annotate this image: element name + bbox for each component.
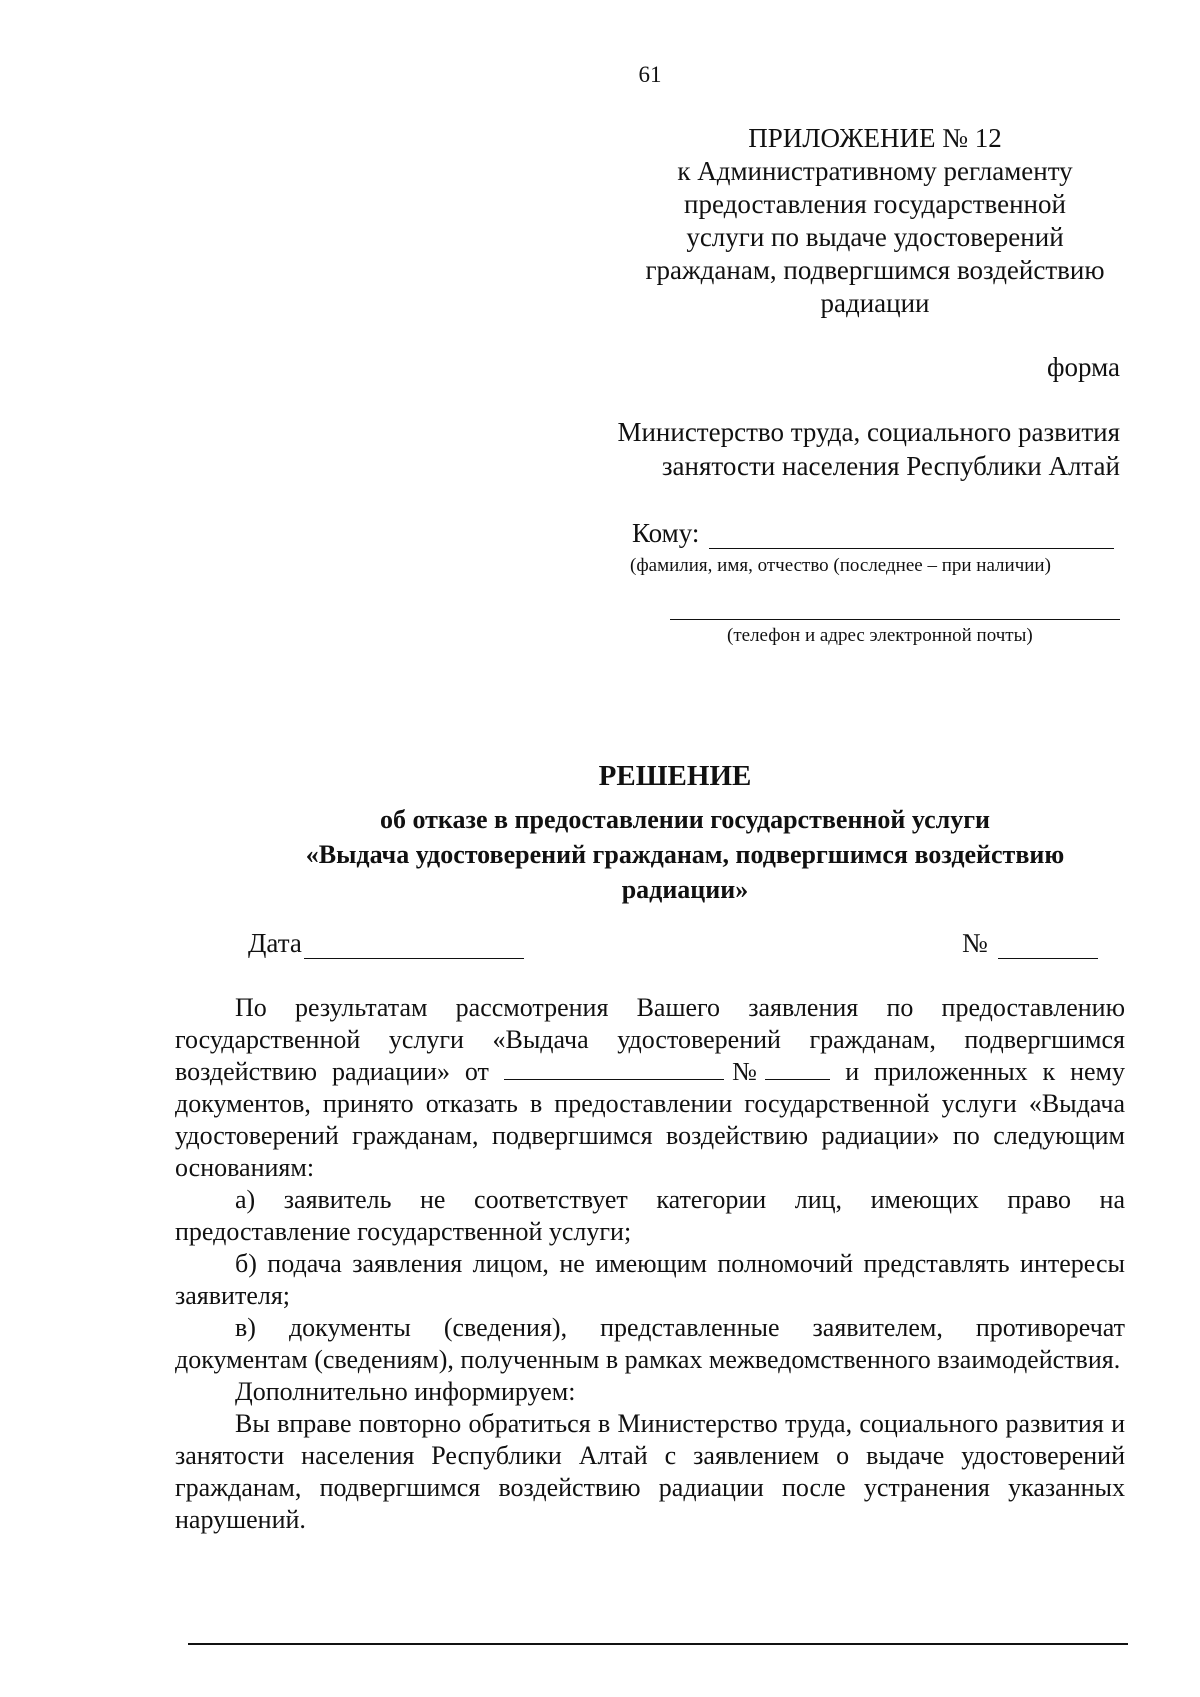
decision-title: РЕШЕНИЕ	[598, 760, 752, 792]
ministry-line-2: занятости населения Республики Алтай	[661, 451, 1120, 481]
recipient-name-field[interactable]	[709, 524, 1114, 549]
appendix-line: предоставления государственной	[684, 189, 1066, 219]
recipient-row	[632, 518, 1114, 549]
additional-info: Дополнительно информируем:	[235, 1377, 576, 1406]
decision-subtitle-line: радиации»	[621, 875, 749, 904]
number-label: №	[962, 928, 988, 958]
page-number: 61	[638, 62, 662, 87]
reason-a: а) заявитель не соответствует категории лиц, имеющих право на предоставление государственной услуги;	[175, 1185, 1125, 1246]
decision-subtitle-line: «Выдача удостоверений гражданам, подвергшимся воздействию	[305, 840, 1065, 869]
final-paragraph: Вы вправе повторно обратиться в Министерство труда, социального развития и занятости населения Республики Алтай с заявлением о выдаче удостоверений гражданам, подвергшимся воздействию радиации после устранения указанных нарушений.	[175, 1409, 1125, 1534]
contact-caption: (телефон и адрес электронной почты)	[727, 625, 1033, 646]
number-field[interactable]	[998, 934, 1098, 959]
intro-text-1: По результатам рассмотрения Вашего заявления по предоставлению государственной услуги «Выдача удостоверений гражданам, подвергшимся воздействию радиации» от	[175, 993, 1125, 1086]
recipient-caption: (фамилия, имя, отчество (последнее – при наличии)	[630, 555, 1051, 576]
contact-field[interactable]	[670, 619, 1120, 620]
recipient-label: Кому:	[632, 518, 700, 548]
reason-c: в) документы (сведения), представленные заявителем, противоречат документам (сведениям), полученным в рамках межведомственного взаимодействия.	[175, 1313, 1125, 1374]
appendix-line: услуги по выдаче удостоверений	[686, 222, 1064, 252]
date-field[interactable]	[304, 934, 524, 959]
appendix-header	[640, 122, 1110, 320]
ministry-line-1: Министерство труда, социального развития	[617, 417, 1120, 447]
number-row	[962, 928, 1098, 959]
appendix-line: радиации	[820, 288, 930, 318]
appendix-line: к Административному регламенту	[677, 156, 1073, 186]
decision-subtitle	[260, 802, 1110, 907]
appendix-line: ПРИЛОЖЕНИЕ № 12	[748, 123, 1002, 153]
intro-paragraph	[175, 992, 1125, 1184]
reason-b: б) подача заявления лицом, не имеющим полномочий представлять интересы заявителя;	[175, 1249, 1125, 1310]
intro-number-sign: №	[723, 1057, 766, 1086]
ministry-name	[560, 415, 1120, 483]
appendix-line: гражданам, подвергшимся воздействию	[645, 255, 1105, 285]
date-label: Дата	[248, 928, 302, 958]
application-date-field[interactable]	[504, 1057, 724, 1080]
decision-subtitle-line: об отказе в предоставлении государственной услуги	[379, 805, 990, 834]
form-label: форма	[1047, 352, 1120, 382]
application-number-field[interactable]	[765, 1057, 830, 1080]
intro-text-2: и приложенных к нему документов, принято отказать в предоставлении государственной услуги «Выдача удостоверений гражданам, подвергшимся воздействию радиации» по следующим основаниям:	[175, 1057, 1125, 1182]
bottom-rule	[188, 1643, 1128, 1645]
date-row	[248, 928, 524, 959]
decision-body	[175, 992, 1125, 1536]
